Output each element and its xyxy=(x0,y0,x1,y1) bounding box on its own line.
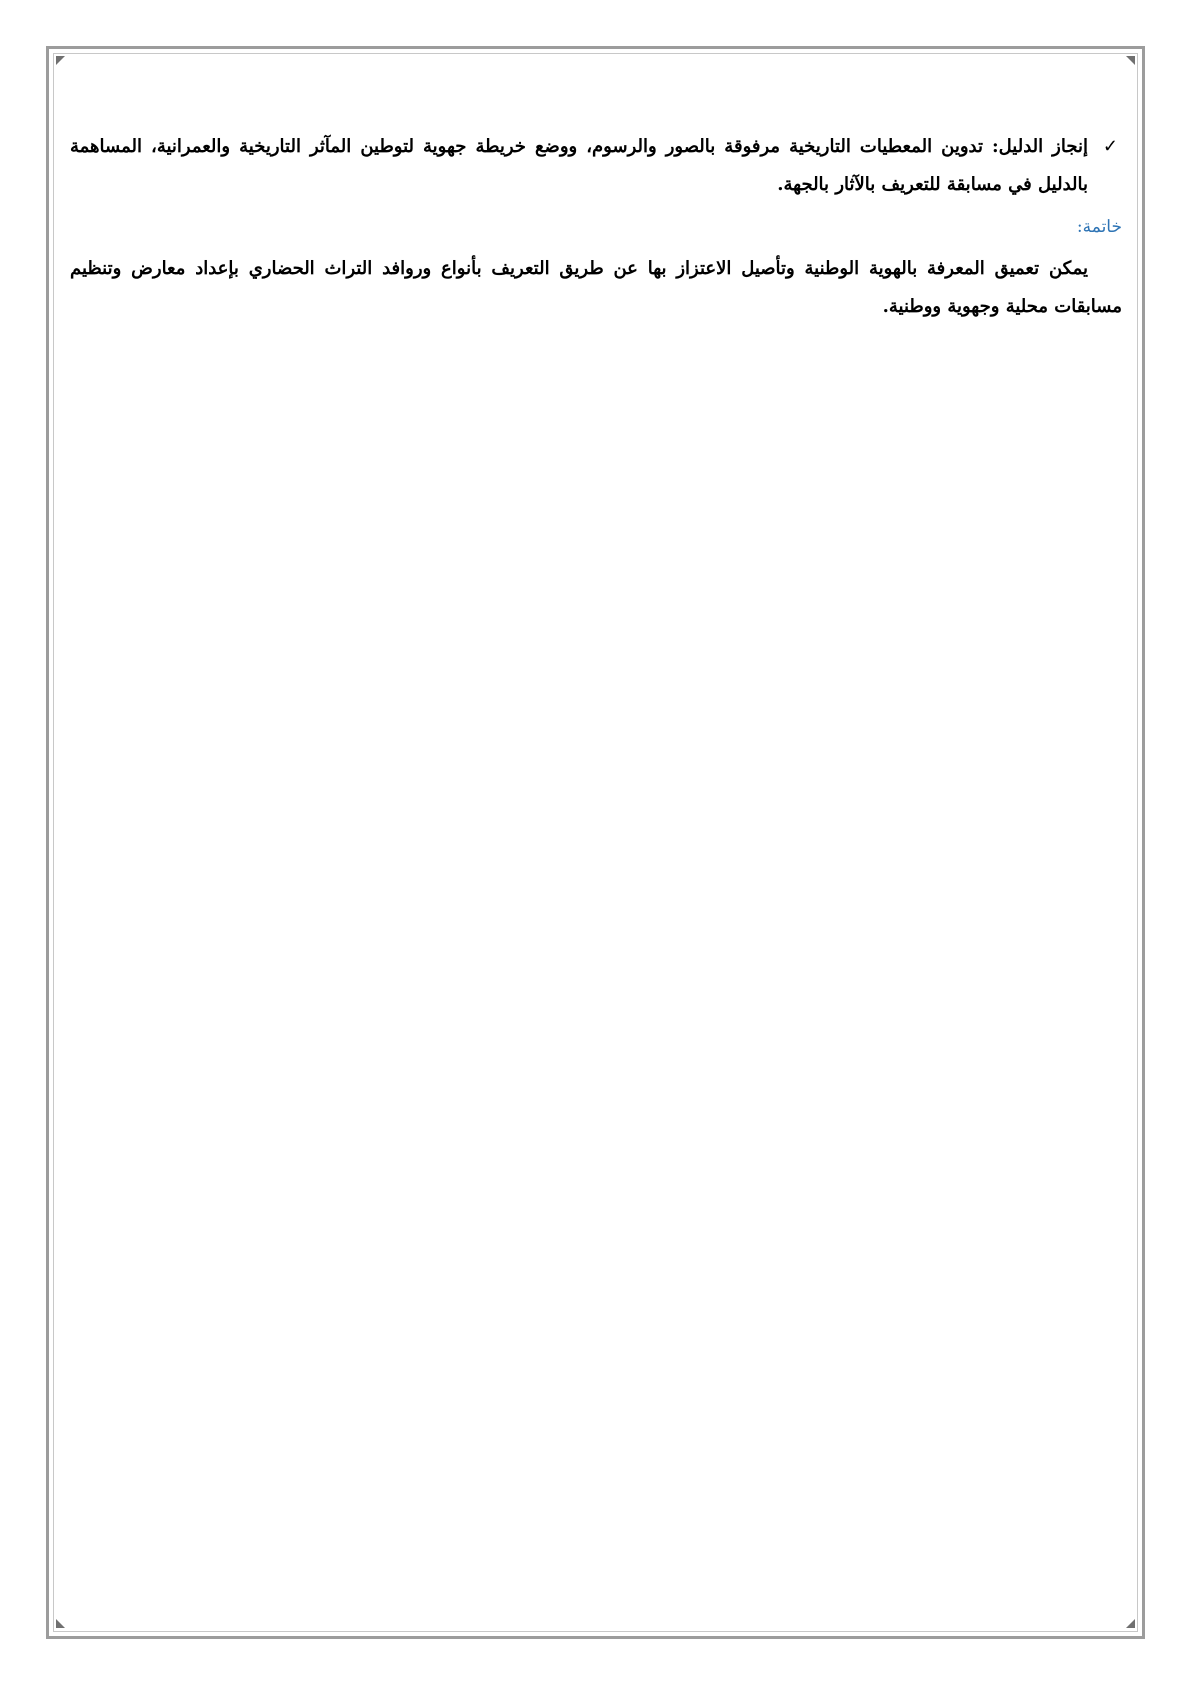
document-body xyxy=(70,128,1122,326)
border-corner-top-left xyxy=(56,56,65,65)
conclusion-paragraph: يمكن تعميق المعرفة بالهوية الوطنية وتأصيل الاعتزاز بها عن طريق التعريف بأنواع وروافد التراث الحضاري بإعداد معارض وتنظيم مسابقات محلية وجهوية ووطنية. xyxy=(70,258,1122,317)
bullet-text: إنجاز الدليل: تدوين المعطيات التاريخية مرفوقة بالصور والرسوم، ووضع خريطة جهوية لتوطين المآثر التاريخية والعمرانية، المساهمة بالدليل في مسابقة للتعريف بالآثار بالجهة. xyxy=(70,136,1088,195)
conclusion-heading: خاتمة: xyxy=(1076,217,1122,237)
bullet-item xyxy=(70,128,1122,204)
border-corner-bottom-left xyxy=(56,1619,65,1628)
border-corner-top-right xyxy=(1126,56,1135,65)
checkmark-icon: ✓ xyxy=(1102,136,1118,157)
border-corner-bottom-right xyxy=(1126,1619,1135,1628)
